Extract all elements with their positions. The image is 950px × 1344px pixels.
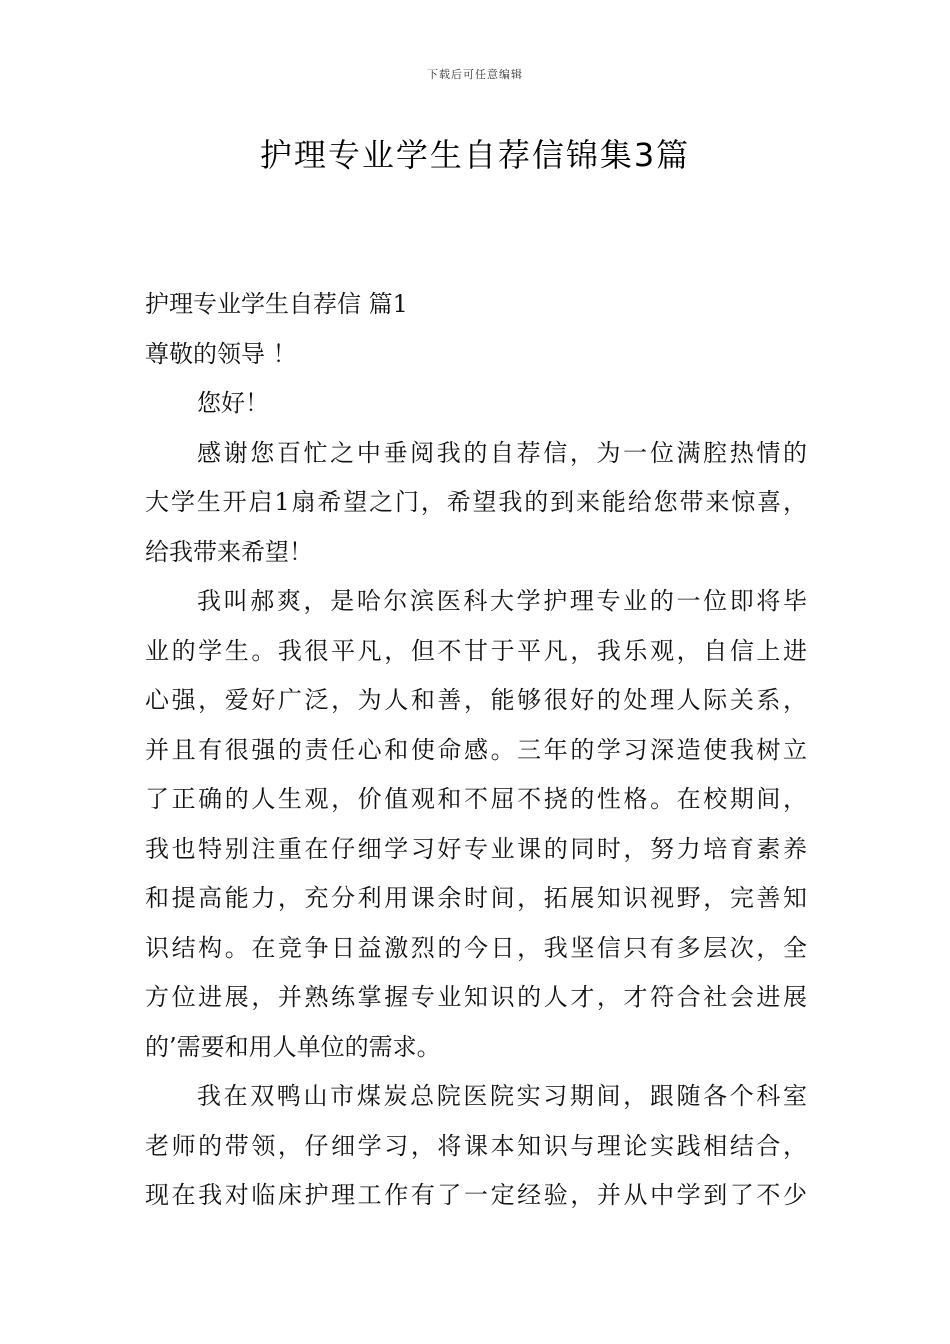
greeting: 您好！: [197, 389, 269, 417]
paragraph-line: 我也特别注重在仔细学习好专业课的同时，努力培育素养: [145, 834, 807, 863]
paragraph-line: 心强，爱好广泛，为人和善，能够很好的处理人际关系，: [145, 686, 807, 714]
paragraph-line: 识结构。在竞争日益激烈的今日，我坚信只有多层次，全: [145, 933, 807, 962]
paragraph-line: 业的学生。我很平凡，但不甘于平凡，我乐观，自信上进: [145, 636, 807, 665]
document-title: 护理专业学生自荐信锦集3篇: [259, 136, 691, 174]
letter-body: [145, 280, 807, 1221]
paragraph-line: 我叫郝爽，是哈尔滨医科大学护理专业的一位即将毕: [197, 587, 807, 615]
paragraph-line: 方位进展，并熟练掌握专业知识的人才，才符合社会进展: [145, 983, 807, 1011]
paragraph-line: 我在双鸭山市煤炭总院医院实习期间，跟随各个科室: [197, 1082, 807, 1110]
paragraph-line: 并且有很强的责任心和使命感。三年的学习深造使我树立: [145, 735, 807, 764]
section-heading: 护理专业学生自荐信 篇1: [145, 290, 408, 318]
paragraph-line: 现在我对临床护理工作有了一定经验，并从中学到了不少: [145, 1181, 807, 1209]
salutation: 尊敬的领导 ！: [145, 339, 297, 368]
paragraph-line: 了正确的人生观，价值观和不屈不挠的性格。在校期间，: [145, 785, 807, 813]
paragraph-line: 感谢您百忙之中垂阅我的自荐信，为一位满腔热情的: [197, 438, 807, 467]
paragraph-line: 老师的带领，仔细学习，将课本知识与理论实践相结合，: [145, 1131, 807, 1160]
paragraph-line: 的’需要和用人单位的需求。: [145, 1032, 441, 1061]
paragraph-line: 给我带来希望！: [145, 537, 313, 566]
header-note: 下载后可任意编辑: [427, 68, 523, 81]
paragraph-line: 和提高能力，充分利用课余时间，拓展知识视野，完善知: [145, 884, 807, 912]
paragraph-line: 大学生开启1扇希望之门，希望我的到来能给您带来惊喜，: [145, 488, 807, 516]
